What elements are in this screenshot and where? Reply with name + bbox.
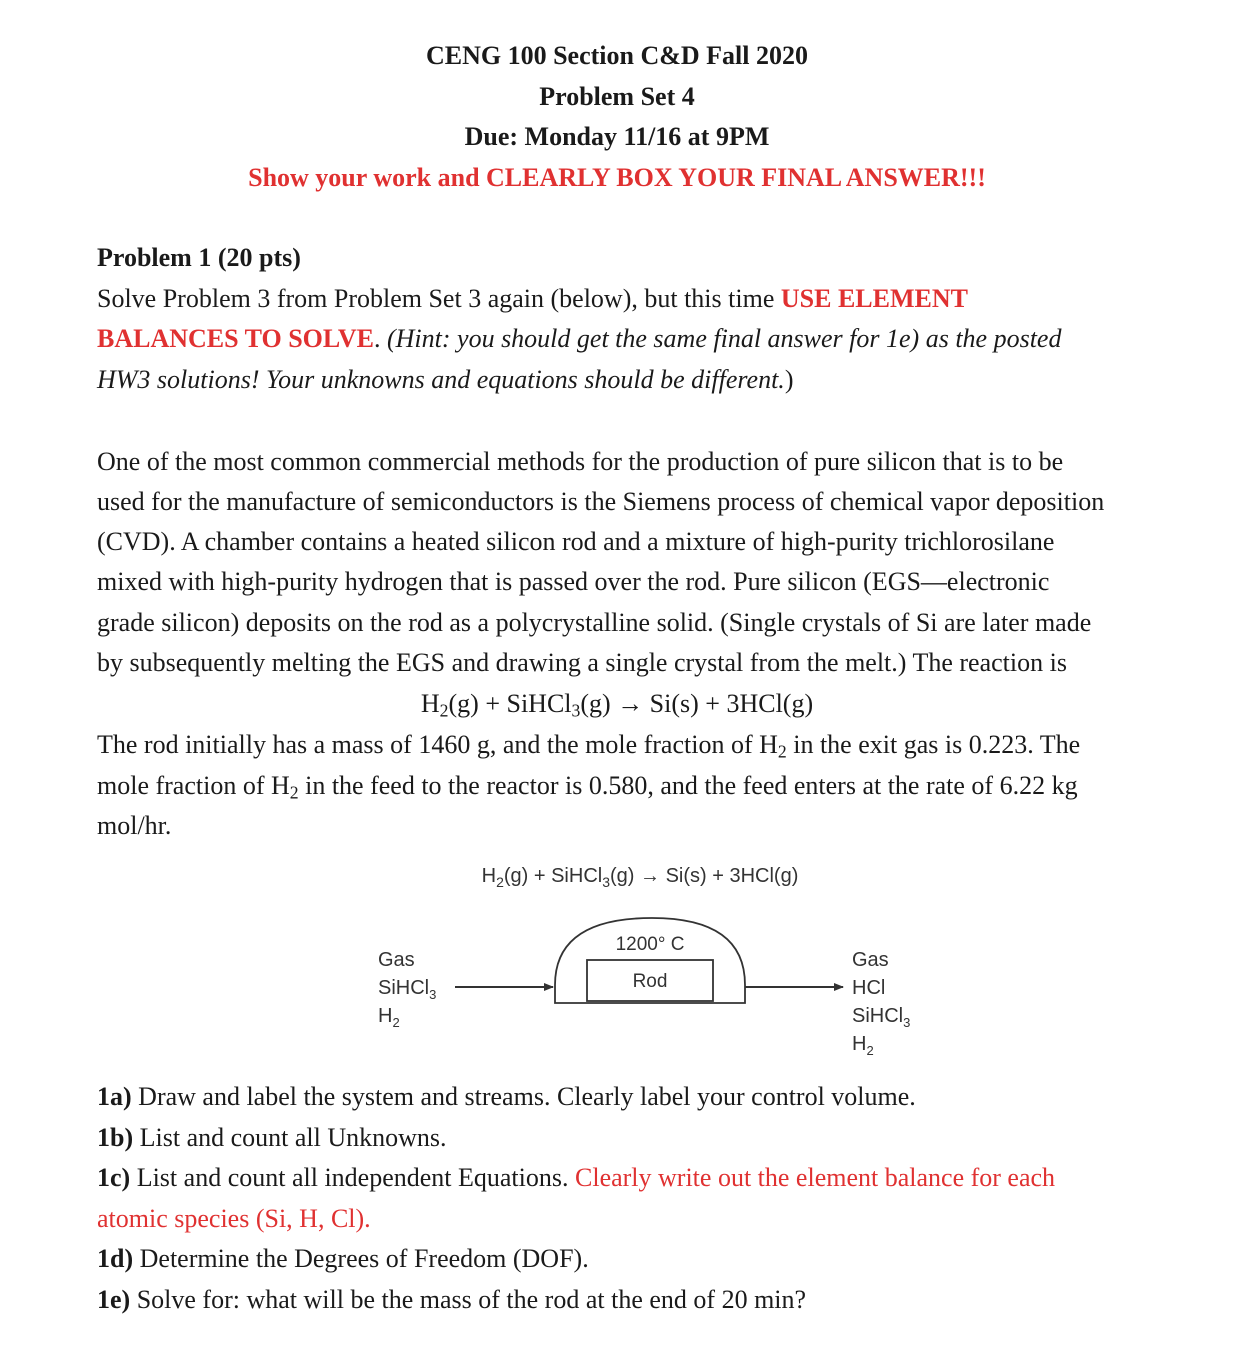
diagram-reaction: $H_2(g)$ + SiHCl$_3$(g) → Si(s) + 3HCl(g): [481, 865, 799, 890]
question-1a: 1a) Draw and label the system and streams. Clearly label your control volume.: [97, 1082, 916, 1111]
intro-emphasis-1: USE ELEMENT: [780, 284, 968, 313]
outlet-h2-label: $H_2$: [852, 1033, 874, 1058]
question-1c-cont: atomic species (Si, H, Cl).: [97, 1204, 371, 1233]
problem-set-title: Problem Set 4: [539, 82, 695, 111]
problem-1-title: Problem 1 (20 pts): [97, 243, 301, 272]
inlet-sihcl3-label: SiHCl$_3$: [378, 977, 437, 1002]
inlet-gas-label: Gas: [378, 949, 415, 971]
reaction-equation: $H_2(g)$ + SiHCl$_3$(g) → Si(s) + 3HCl(g): [420, 689, 814, 721]
intro-text: Solve Problem 3 from Problem Set 3 again (below), but this time: [97, 284, 775, 313]
hint-text-1: (Hint: you should get the same final answer for 1e) as the posted: [386, 324, 1062, 353]
inlet-h2-label: $H_2$: [378, 1005, 400, 1030]
instruction-banner: Show your work and CLEARLY BOX YOUR FINAL ANSWER!!!: [248, 163, 986, 192]
question-1b: 1b) List and count all Unknowns.: [97, 1123, 447, 1152]
problem-1-intro-cont: BALANCES TO SOLVE. (Hint: you should get the same final answer for 1e) as the posted: [97, 324, 1062, 353]
intro-emphasis-2: BALANCES TO SOLVE: [97, 324, 374, 353]
outlet-hcl-label: HCl: [852, 977, 886, 999]
outlet-gas-label: Gas: [852, 949, 889, 971]
description-line-2: used for the manufacture of semiconductors is the Siemens process of chemical vapor deposition: [97, 487, 1105, 516]
data-line-2: mole fraction of $H_2$ in the feed to the reactor is 0.580, and the feed enters at the rate of 6.22 kg: [97, 771, 1078, 803]
question-1e: 1e) Solve for: what will be the mass of the rod at the end of 20 min?: [97, 1285, 807, 1314]
rod-label: Rod: [632, 971, 668, 992]
reactor-temperature: 1200° C: [615, 934, 685, 955]
description-line-4: mixed with high-purity hydrogen that is passed over the rod. Pure silicon (EGS—electronic: [97, 567, 1050, 596]
data-line-1: The rod initially has a mass of 1460 g, and the mole fraction of $H_2$ in the exit gas is 0.223. The: [97, 730, 1081, 762]
question-1d: 1d) Determine the Degrees of Freedom (DOF).: [97, 1244, 589, 1273]
problem-1-hint-cont: HW3 solutions! Your unknowns and equations should be different.): [97, 365, 794, 394]
question-1c: 1c) List and count all independent Equations. Clearly write out the element balance for each: [97, 1163, 1056, 1192]
data-line-3: mol/hr.: [97, 811, 172, 840]
description-line-3: (CVD). A chamber contains a heated silicon rod and a mixture of high-purity trichlorosilane: [97, 527, 1055, 556]
course-title: CENG 100 Section C&D Fall 2020: [425, 41, 809, 70]
description-line-5: grade silicon) deposits on the rod as a polycrystalline solid. (Single crystals of Si are later made: [97, 608, 1092, 637]
outlet-sihcl3-label: SiHCl$_3$: [852, 1005, 911, 1030]
description-line-6: by subsequently melting the EGS and drawing a single crystal from the melt.) The reaction is: [97, 648, 1067, 677]
hint-text-2: HW3 solutions! Your unknowns and equations should be different.: [97, 365, 785, 394]
description-line-1: One of the most common commercial methods for the production of pure silicon that is to be: [97, 447, 1064, 476]
due-date: Due: Monday 11/16 at 9PM: [464, 122, 770, 151]
